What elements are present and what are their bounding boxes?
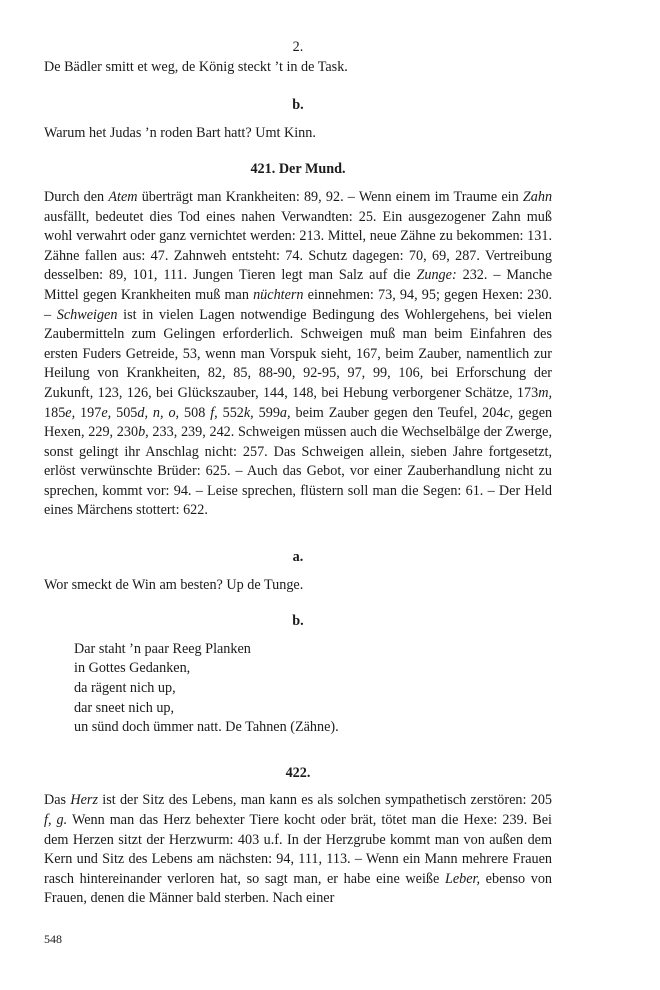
emphasis-ref: d, n, o,: [137, 404, 180, 421]
poem-line: un sünd doch ümmer natt. De Tahnen (Zähne).: [74, 719, 339, 736]
text: einnehmen: 73, 94, 95; gegen Hexen: 230. –: [44, 286, 553, 323]
text: 552: [222, 404, 244, 421]
text: Wenn man das Herz behexter Tiere kocht oder brät, tötet man die Hexe: 239. Bei dem Herzen sitzt der Herzwurm: 403 u.f. In der Herzgrube kommt man von außen dem Kern und Sitz des Lebens am nächsten: 94, 111, 113. – Wenn ein Mann mehrere Frauen rasch hintereinander verloren hat, so sagt man, er habe eine weiße: [44, 812, 552, 887]
entry-number: 2.: [292, 39, 304, 55]
emphasis-ref: c,: [503, 404, 514, 421]
emphasis-ref: a,: [279, 404, 291, 421]
text: ebenso von Frauen, denen die Männer bald sterben. Nach einer: [44, 870, 553, 907]
riddle-line: Warum het Judas ’n roden Bart hatt? Umt Kinn.: [44, 124, 316, 141]
text: beim Zauber gegen den Teufel, 204: [295, 404, 504, 421]
emphasis-ref: e,: [65, 404, 76, 421]
emphasis-leber: Leber,: [444, 870, 481, 887]
section-heading-421: 421. Der Mund.: [250, 161, 346, 178]
text: Durch den: [44, 188, 105, 205]
text: ist der Sitz des Lebens, man kann es als solchen sympathetisch zerstören: 205: [102, 792, 553, 809]
emphasis-ref: b,: [138, 424, 149, 441]
subsection-heading-b: b.: [292, 613, 304, 630]
emphasis-ref: m,: [538, 384, 552, 401]
section-heading-422: 422.: [285, 764, 311, 781]
text: 197: [80, 404, 102, 421]
text: 505: [116, 404, 138, 421]
emphasis-ref: f,: [210, 404, 218, 421]
riddle-poem: [74, 640, 552, 738]
section-421-paragraph: [44, 188, 552, 521]
text: gegen Hexen, 229, 230: [44, 404, 553, 441]
text: überträgt man Krankheiten: 89, 92. – Wenn einem im Traume ein: [141, 188, 519, 205]
text: ist in vielen Lagen notwendige Bedingung des Wohlergehens, bei vielen Zaubermitteln zum Gelingen erforderlich. Schweigen muß man beim Einfahren des ersten Fuders Getreide, 53, wenn man Vorspuk sieht, 167, beim Zauber, namentlich zur Heilung von Krankheiten, 82, 85, 88-90, 92-95, 97, 99, 106, bei Erforschung der Zukunft, 123, 126, bei Glückszauber, 144, 148, bei Hebung verborgener Schätze, 173: [44, 306, 553, 401]
emphasis-ref: f, g.: [44, 812, 68, 828]
riddle-answer-line: De Bädler smitt et weg, de König steckt ’t in de Task.: [44, 58, 348, 75]
page-body: [44, 38, 552, 909]
emphasis-nuechtern: nüchtern: [253, 286, 304, 303]
subsection-heading-b: b.: [292, 97, 304, 114]
text: 232. – Manche Mittel gegen Krankheiten muß man: [44, 267, 553, 303]
text: 185: [44, 404, 66, 421]
emphasis-schweigen: Schweigen: [56, 306, 118, 323]
poem-line: Dar staht ’n paar Reeg Planken: [74, 640, 251, 657]
emphasis-zahn: Zahn: [522, 188, 553, 205]
text: ausfällt, bedeutet dies Tod eines nahen Verwandten: 25. Ein ausgezogener Zahn muß wohl verwahrt oder ganz vernichtet werden: 213. Mittel, neue Zähne zu bekommen: 131. Zähne fallen aus: 47. Zahnweh entsteht: 74. Schutz dagegen: 70, 69, 287. Vertreibung desselben: 89, 101, 111. Jungen Tieren legt man Salz auf die: [44, 208, 552, 284]
poem-line: dar sneet nich up,: [74, 699, 175, 716]
page-number: 548: [44, 932, 62, 946]
subsection-heading-a: a.: [292, 549, 304, 566]
section-422-paragraph: [44, 791, 552, 909]
text: Das: [44, 792, 67, 809]
text: 233, 239, 242. Schweigen müssen auch die Wechselbälge der Zwerge, sonst gelingt ihr Anschlag nicht: 257. Das Schweigen allein, sieben Jahre fortgesetzt, erlöst verwünschte Brüder: 625. – Auch das Gebot, vor einer Zauberhandlung nicht zu sprechen, kommt vor: 94. – Leise sprechen, flüstern soll man die Segen: 61. – Der Held eines Märchens stottert: 622.: [44, 424, 553, 519]
emphasis-atem: Atem: [108, 188, 138, 205]
text: 599: [258, 404, 280, 421]
emphasis-ref: k,: [243, 404, 254, 421]
riddle-line: Wor smeckt de Win am besten? Up de Tunge.: [44, 576, 304, 593]
emphasis-ref: e,: [101, 404, 112, 421]
emphasis-herz: Herz: [70, 792, 98, 809]
emphasis-zunge: Zunge:: [416, 267, 457, 284]
text: 508: [184, 404, 206, 421]
poem-line: in Gottes Gedanken,: [74, 660, 191, 677]
poem-line: da rägent nich up,: [74, 680, 176, 697]
